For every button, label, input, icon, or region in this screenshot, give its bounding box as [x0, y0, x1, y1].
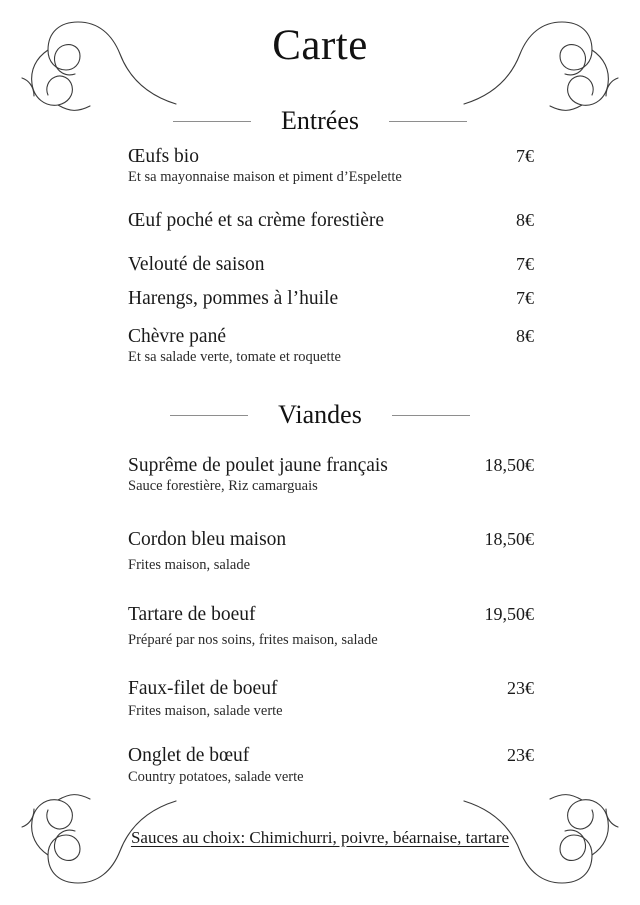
menu-item-description: Country potatoes, salade verte — [128, 768, 304, 785]
menu-item-description: Frites maison, salade verte — [128, 702, 283, 719]
page-title: Carte — [272, 22, 368, 69]
menu-item-price: 7€ — [516, 254, 534, 274]
menu-item[interactable] — [128, 254, 534, 276]
menu-item-name: Chèvre pané — [128, 326, 226, 347]
section-title: Entrées — [281, 106, 359, 135]
section-rule-left — [173, 121, 251, 122]
menu-item-name: Onglet de bœuf — [128, 745, 250, 766]
section-heading-viandes — [120, 402, 520, 428]
menu-item-price: 7€ — [516, 146, 534, 166]
section-heading-entrees — [120, 108, 520, 134]
menu-item-name: Faux-filet de boeuf — [128, 678, 278, 699]
menu-item-name: Harengs, pommes à l’huile — [128, 288, 339, 309]
menu-item[interactable] — [128, 146, 534, 186]
menu-item-price: 7€ — [516, 288, 534, 308]
menu-item-description: Préparé par nos soins, frites maison, salade — [128, 631, 378, 648]
menu-item-price: 23€ — [507, 678, 534, 698]
sauces-note-text: Sauces au choix: Chimichurri, poivre, béarnaise, tartare — [130, 828, 510, 847]
menu-item-name: Velouté de saison — [128, 254, 265, 275]
menu-item-name: Suprême de poulet jaune français — [128, 455, 388, 476]
menu-item-name: Cordon bleu maison — [128, 529, 287, 550]
section-title: Viandes — [278, 400, 362, 429]
menu-item[interactable] — [128, 288, 534, 310]
menu-item[interactable] — [128, 326, 534, 366]
menu-item-description: Frites maison, salade — [128, 556, 251, 573]
menu-item[interactable] — [128, 604, 534, 649]
menu-item-description: Et sa mayonnaise maison et piment d’Espelette — [128, 168, 402, 185]
menu-item-price: 8€ — [516, 326, 534, 346]
menu-item[interactable] — [128, 678, 534, 720]
menu-item[interactable] — [128, 455, 534, 495]
menu-item-name: Œufs bio — [128, 146, 199, 167]
menu-item-price: 8€ — [516, 210, 534, 230]
section-rule-right — [392, 415, 470, 416]
menu-item-name: Œuf poché et sa crème forestière — [128, 210, 385, 231]
menu-item-description: Sauce forestière, Riz camarguais — [128, 477, 318, 494]
menu-item-price: 18,50€ — [484, 455, 534, 475]
section-rule-left — [170, 415, 248, 416]
menu-item-name: Tartare de boeuf — [128, 604, 256, 625]
menu-item-price: 19,50€ — [484, 604, 534, 624]
menu-item-price: 23€ — [507, 745, 534, 765]
sauces-note — [0, 828, 640, 848]
menu-item[interactable] — [128, 745, 534, 786]
menu-item-description: Et sa salade verte, tomate et roquette — [128, 348, 341, 365]
menu-item-price: 18,50€ — [484, 529, 534, 549]
menu-item[interactable] — [128, 529, 534, 574]
section-rule-right — [389, 121, 467, 122]
menu-item[interactable] — [128, 210, 534, 232]
